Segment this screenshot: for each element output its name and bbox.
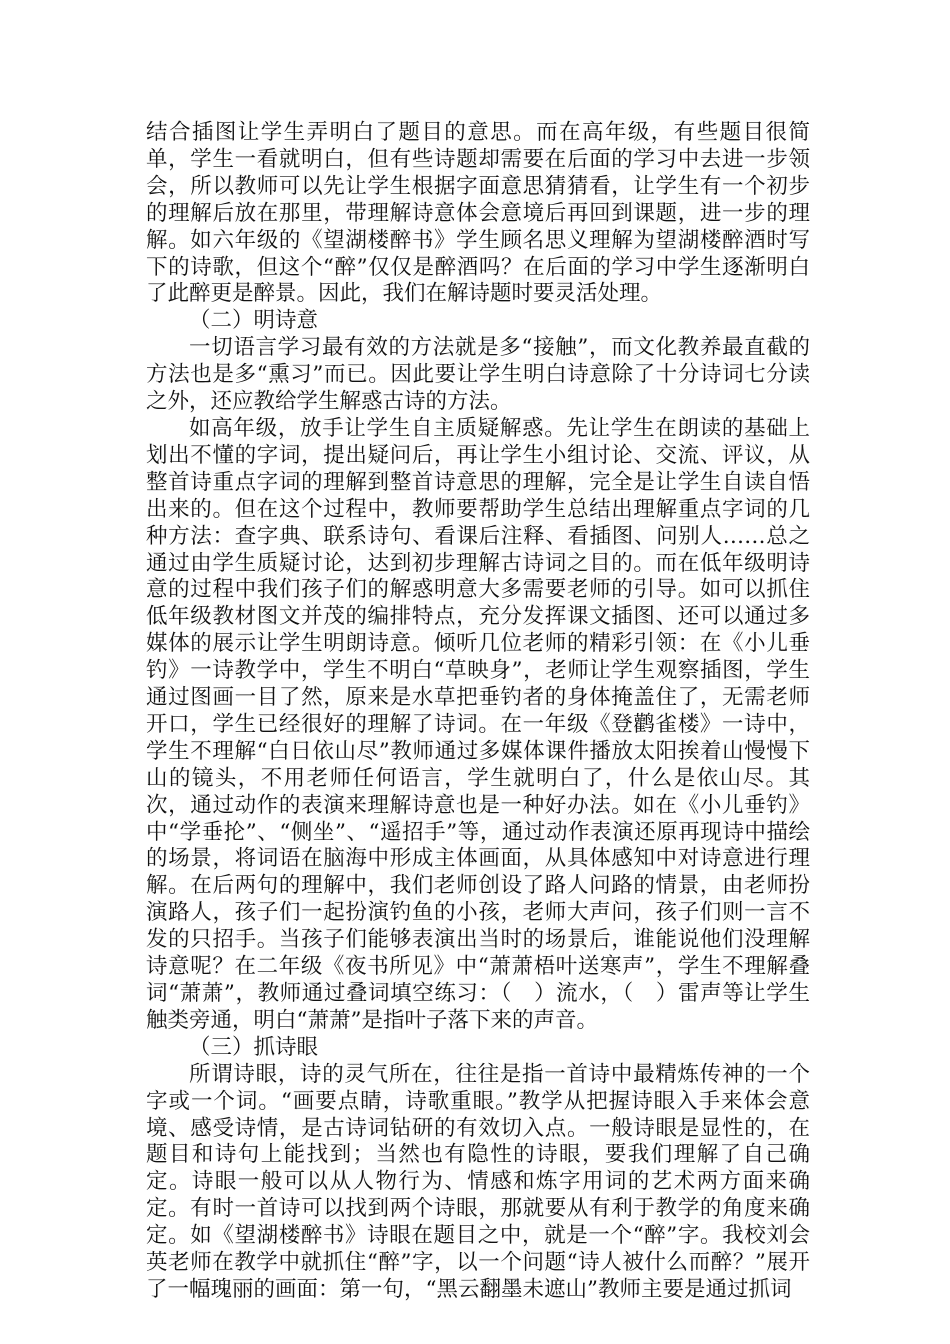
section-heading-2: （二）明诗意 [189,308,319,334]
section-heading-3: （三）抓诗眼 [189,1034,319,1060]
paragraph-2-2: 如高年级，放手让学生自主质疑解惑。先让学生在朗读的基础上划出不懂的字词，提出疑问后，再让学生小组讨论、交流、评议，从整首诗重点字词的理解到整首诗意思的理解，完全是让学生自读自悟出来的。但在这个过程中，教师要帮助学生总结出理解重点字词的几种方法：查字典、联系诗句、看课后注释、看插图、问别人……总之通过由学生质疑讨论，达到初步理解古诗词之目的。而在低年级明诗意的过程中我们孩子们的解惑明意大多需要老师的引导。如可以抓住低年级教材图文并茂的编排特点，充分发挥课文插图、还可以通过多媒体的展示让学生明朗诗意。倾听几位老师的精彩引领：在《小儿垂钓》一诗教学中，学生不明白“草映身”，老师让学生观察插图，学生通过图画一目了然，原来是水草把垂钓者的身体掩盖住了，无需老师开口，学生已经很好的理解了诗词。在一年级《登鹳雀楼》一诗中，学生不理解“白日依山尽”教师通过多媒体课件播放太阳挨着山慢慢下山的镜头，不用老师任何语言，学生就明白了，什么是依山尽。其次，通过动作的表演来理解诗意也是一种好办法。如在《小儿垂钓》中“学垂抡”、“侧坐”、“遥招手”等，通过动作表演还原再现诗中描绘的场景，将词语在脑海中形成主体画面，从具体感知中对诗意进行理解。在后两句的理解中，我们老师创设了路人问路的情景，由老师扮演路人，孩子们一起扮演钓鱼的小孩，老师大声问，孩子们则一言不发的只招手。当孩子们能够表演出当时的场景后，谁能说他们没理解诗意呢？在二年级《夜书所见》中“萧萧梧叶送寒声”，学生不理解叠词“萧萧”，教师通过叠词填空练习：（ ）流水，（ ）雷声等让学生触类旁通，明白“萧萧”是指叶子落下来的声音。 [146,415,810,1033]
document-page [146,120,810,1304]
paragraph-2-1: 一切语言学习最有效的方法就是多“接触”，而文化教养最直截的方法也是多“熏习”而已。因此要让学生明白诗意除了十分诗词七分读之外，还应教给学生解惑古诗的方法。 [146,335,810,415]
paragraph-3-1: 所谓诗眼，诗的灵气所在，往往是指一首诗中最精炼传神的一个字或一个词。“画要点睛，诗歌重眼。”教学从把握诗眼入手来体会意境、感受诗情，是古诗词钻研的有效切入点。一般诗眼是显性的，在题目和诗句上能找到；当然也有隐性的诗眼，要我们理解了自己确定。诗眼一般可以从人物行为、情感和炼字用词的艺术两方面来确定。有时一首诗可以找到两个诗眼，那就要从有利于教学的角度来确定。如《望湖楼醉书》诗眼在题目之中，就是一个“醉”字。我校刘会英老师在教学中就抓住“醉”字，以一个问题“诗人被什么而醉？”展开了一幅瑰丽的画面：第一句，“黑云翻墨未遮山”教师主要是通过抓词 [146,1061,811,1302]
paragraph-intro-continued: 结合插图让学生弄明白了题目的意思。而在高年级，有些题目很简单，学生一看就明白，但有些诗题却需要在后面的学习中去进一步领会，所以教师可以先让学生根据字面意思猜猜看，让学生有一个初步的理解后放在那里，带理解诗意体会意境后再回到课题，进一步的理解。如六年级的《望湖楼醉书》学生顾名思义理解为望湖楼醉酒时写下的诗歌，但这个“醉”仅仅是醉酒吗？在后面的学习中学生逐渐明白了此醉更是醉景。因此，我们在解诗题时要灵活处理。 [146,120,810,307]
